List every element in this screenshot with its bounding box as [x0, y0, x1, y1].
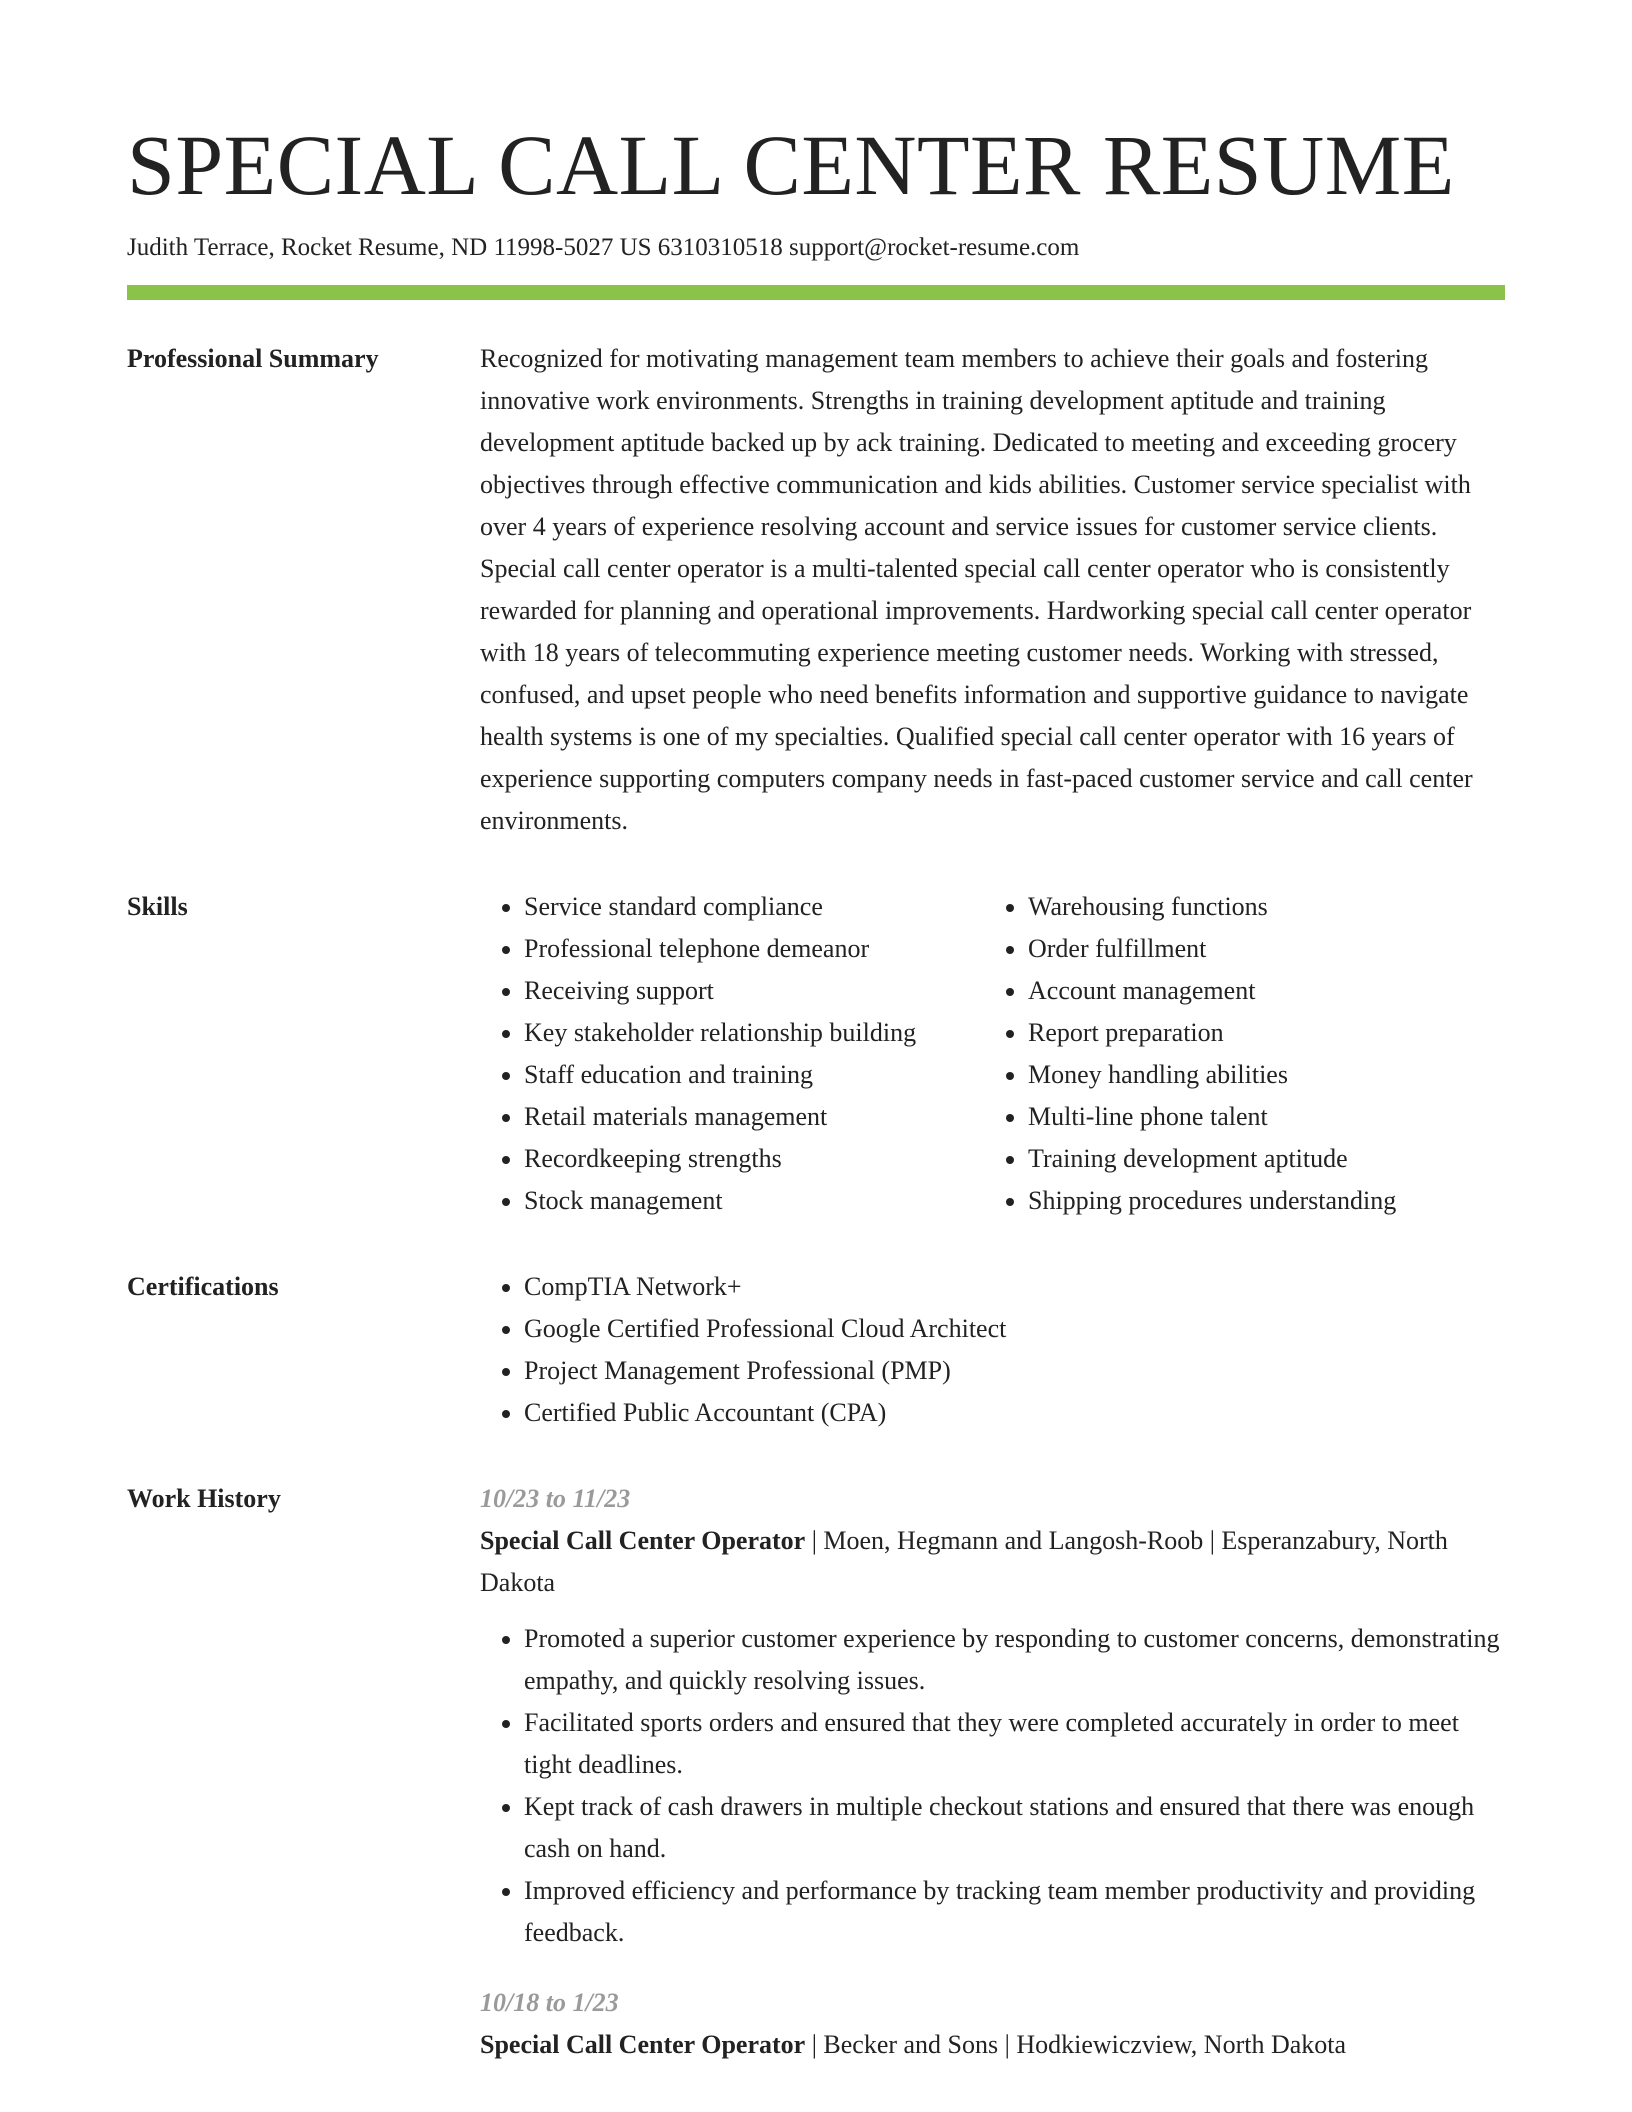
skill-item: • Professional telephone demeanor: [524, 928, 984, 970]
contact-line: Judith Terrace, Rocket Resume, ND 11998-5027 US 6310310518 support@rocket-resume.com: [127, 234, 1080, 262]
skill-item: • Staff education and training: [524, 1054, 984, 1096]
skill-item: • Retail materials management: [524, 1096, 984, 1138]
skill-item: • Receiving support: [524, 970, 984, 1012]
skill-item: • Report preparation: [1028, 1012, 1505, 1054]
job-details: | Moen, Hegmann and Langosh-Roob | Esperanzabury, North Dakota: [480, 1525, 1448, 1597]
certification-item: • Certified Public Accountant (CPA): [524, 1392, 1505, 1434]
skills-grid: [480, 886, 1505, 1222]
job-duty: • Promoted a superior customer experience by responding to customer concerns, demonstrating empathy, and quickly resolving issues.: [524, 1618, 1505, 1702]
certifications-body: [480, 1266, 1505, 1434]
work-history-section: [127, 1478, 1505, 2066]
summary-body: [480, 338, 1505, 842]
skill-item: • Service standard compliance: [524, 886, 984, 928]
skill-item: • Account management: [1028, 970, 1505, 1012]
skills-column-left: [480, 886, 984, 1222]
certification-item: • CompTIA Network+: [524, 1266, 1505, 1308]
skill-item: • Warehousing functions: [1028, 886, 1505, 928]
skill-item: • Recordkeeping strengths: [524, 1138, 984, 1180]
skills-body: [480, 886, 1505, 1222]
skills-label: Skills: [127, 891, 188, 921]
job-heading: [480, 1520, 1505, 1604]
skill-item: • Money handling abilities: [1028, 1054, 1505, 1096]
certification-item: • Google Certified Professional Cloud Architect: [524, 1308, 1505, 1350]
job-duty: • Kept track of cash drawers in multiple checkout stations and ensured that there was enough cash on hand.: [524, 1786, 1505, 1870]
job-details: | Becker and Sons | Hodkiewiczview, North Dakota: [805, 2029, 1347, 2059]
job-entry: [480, 1478, 1505, 1954]
job-dates: 10/18 to 1/23: [480, 1987, 619, 2017]
job-duty: • Facilitated sports orders and ensured that they were completed accurately in order to meet tight deadlines.: [524, 1702, 1505, 1786]
skills-column-right: [984, 886, 1505, 1222]
summary-label: Professional Summary: [127, 343, 379, 373]
skill-item: • Key stakeholder relationship building: [524, 1012, 984, 1054]
skills-section: [127, 886, 1505, 1222]
resume-title: SPECIAL CALL CENTER RESUME: [127, 117, 1455, 213]
certifications-list: [480, 1266, 1505, 1434]
header-divider: [127, 285, 1505, 300]
skill-item: • Training development aptitude: [1028, 1138, 1505, 1180]
skill-item: • Order fulfillment: [1028, 928, 1505, 970]
skill-item: • Multi-line phone talent: [1028, 1096, 1505, 1138]
work-history-body: [480, 1478, 1505, 2066]
job-title: Special Call Center Operator: [480, 1525, 806, 1555]
work-history-label: Work History: [127, 1483, 281, 1513]
job-duty: • Improved efficiency and performance by tracking team member productivity and providing feedback.: [524, 1870, 1505, 1954]
summary-section: [127, 338, 1505, 842]
skill-item: • Stock management: [524, 1180, 984, 1222]
job-dates: 10/23 to 11/23: [480, 1483, 631, 1513]
job-title: Special Call Center Operator: [480, 2029, 806, 2059]
summary-text: Recognized for motivating management team members to achieve their goals and fostering innovative work environments. Strengths in training development aptitude and training development aptitude backed up by ack training. Dedicated to meeting and exceeding grocery objectives through effective communication and kids abilities. Customer service specialist with over 4 years of experience resolving account and service issues for customer service clients. Special call center operator is a multi-talented special call center operator who is consistently rewarded for planning and operational improvements. Hardworking special call center operator with 18 years of telecommuting experience meeting customer needs. Working with stressed, confused, and upset people who need benefits information and supportive guidance to navigate health systems is one of my specialties. Qualified special call center operator with 16 years of experience supporting computers company needs in fast-paced customer service and call center environments.: [480, 343, 1473, 835]
skill-item: • Shipping procedures understanding: [1028, 1180, 1505, 1222]
certifications-label: Certifications: [127, 1271, 279, 1301]
job-entry: [480, 1982, 1505, 2066]
certification-item: • Project Management Professional (PMP): [524, 1350, 1505, 1392]
certifications-section: [127, 1266, 1505, 1434]
job-duties-list: [480, 1618, 1505, 1954]
job-heading: [480, 2024, 1505, 2066]
